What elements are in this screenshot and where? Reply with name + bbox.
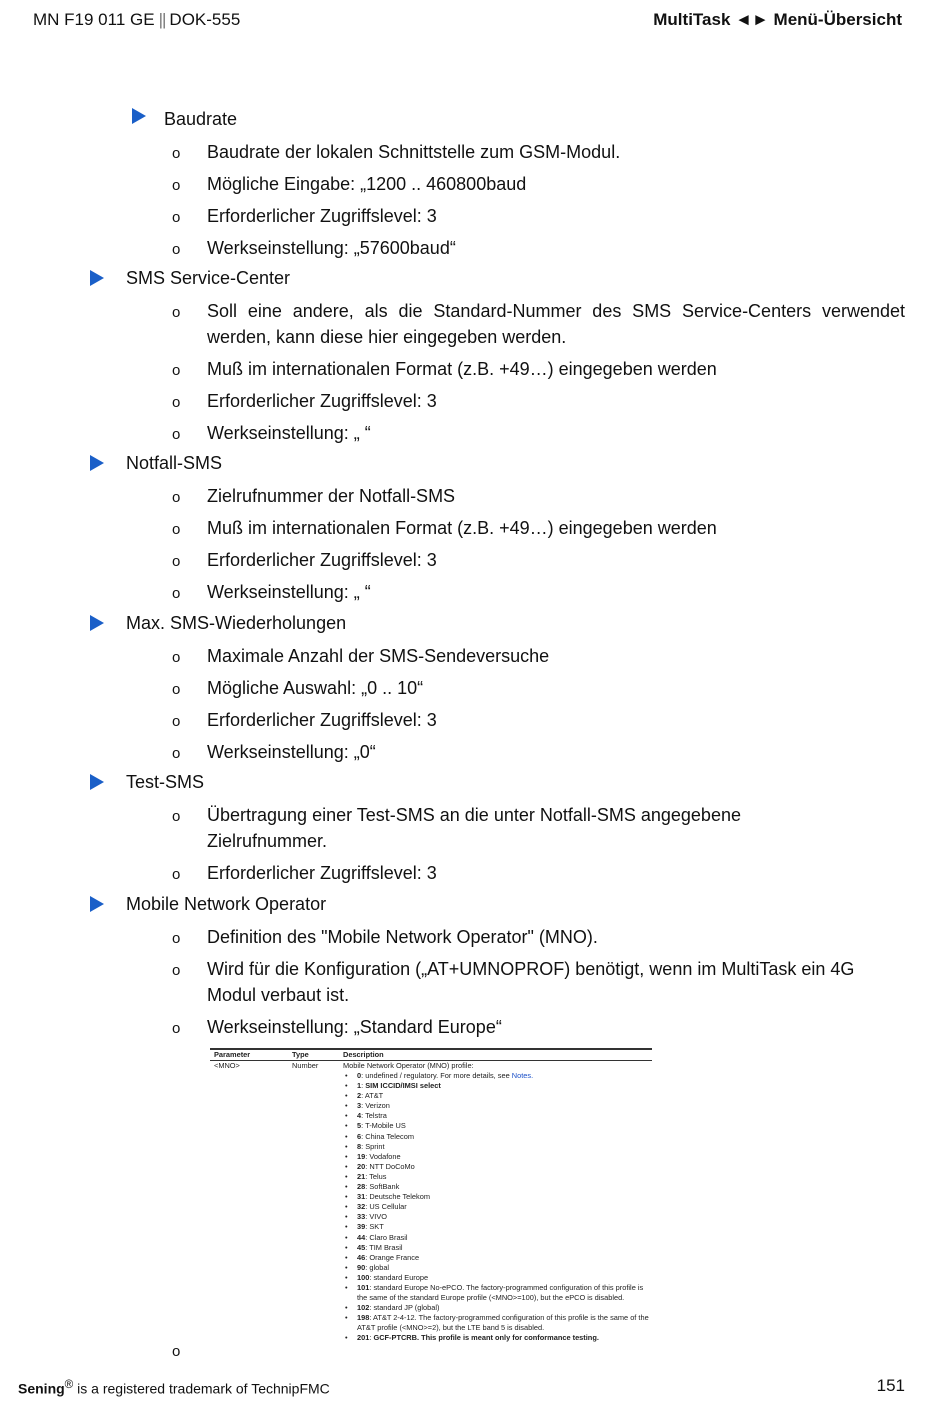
mno-profile-entry: • 3: Verizon [343,1101,651,1111]
item-title: Max. SMS-Wiederholungen [126,613,347,633]
mno-profile-text: Verizon [365,1101,390,1111]
circle-bullet-icon: o [172,745,181,762]
circle-bullet-icon: o [172,553,181,570]
footer-trademark [18,1378,330,1397]
doc-code: MN F19 011 GE [33,10,155,29]
nav-arrows-icon: ◄► [735,10,769,29]
circle-bullet-icon: o [172,304,181,321]
mno-profile-value: 6 [357,1131,362,1141]
circle-bullet-icon: o [172,866,181,883]
mno-profile-text: global [369,1262,390,1272]
item-line: Muß im internationalen Format (z.B. +49…) eingegeben werden [207,518,717,538]
section-name: Menü-Übersicht [773,10,902,29]
mno-profile-entry: • 21: Telus [343,1172,651,1182]
item-line: Muß im internationalen Format (z.B. +49…) eingegeben werden [207,359,717,379]
notes-link[interactable]: Notes. [511,1071,534,1080]
item-line: Erforderlicher Zugriffslevel: 3 [207,863,437,883]
mno-profile-value: 39 [357,1222,366,1232]
circle-bullet-icon: o [172,585,181,602]
mno-profile-entry: • 201: GCF-PTCRB. This profile is meant only for conformance testing. [343,1333,651,1343]
mno-profile-value: 33 [357,1212,366,1222]
circle-bullet-icon: o [172,241,181,258]
mno-profile-text: NTT DoCoMo [369,1161,415,1171]
table-header-type: Type [292,1050,309,1059]
mno-profile-text: Deutsche Telekom [369,1192,431,1202]
mno-profile-value: 19 [357,1151,366,1161]
mno-profile-entry: • 0: undefined / regulatory. For more details, see Notes. [343,1071,651,1081]
item-title: Mobile Network Operator [126,894,327,914]
mno-profile-value: 20 [357,1161,366,1171]
mno-profile-text: Telus [369,1171,387,1181]
triangle-bullet-icon [90,774,104,790]
header-document-code [33,10,240,30]
mno-profile-text: AT&T [364,1091,384,1101]
mno-profile-entry: • 101: standard Europe No-ePCO. The factory-programmed configuration of this profile is the same of the standard Europe profile (<MNO>=100), but the ePCO is disabled. [343,1283,651,1303]
mno-profile-text: SIM ICCID/IMSI select [365,1081,441,1091]
mno-profile-text: GCF-PTCRB. This profile is meant only for conformance testing. [373,1333,599,1343]
item-line: Werkseinstellung: „ “ [207,423,371,443]
mno-profile-entry: • 45: TIM Brasil [343,1243,651,1253]
mno-profile-value: 0 [357,1071,362,1080]
circle-bullet-icon: o [172,521,181,538]
triangle-bullet-icon [90,896,104,912]
mno-profile-entry: • 102: standard JP (global) [343,1303,651,1313]
mno-profile-entry: • 90: global [343,1263,651,1273]
item-line: Wird für die Konfiguration („AT+UMNOPROF) benötigt, wenn im MultiTask ein 4G Modul verbaut ist. [207,959,855,1005]
mno-profile-entry: • 28: SoftBank [343,1182,651,1192]
mno-profile-entry: • 5: T-Mobile US [343,1121,651,1131]
table-header-parameter: Parameter [214,1050,251,1059]
item-line: Werkseinstellung: „0“ [207,742,376,762]
mno-profile-value: 198 [357,1313,370,1323]
mno-profile-entry: • 39: SKT [343,1222,651,1232]
circle-bullet-icon: o [172,362,181,379]
mno-profile-text: standard Europe [373,1272,429,1282]
header-section-title [653,10,902,30]
item-line: Definition des "Mobile Network Operator" (MNO). [207,927,598,947]
mno-profile-text: TIM Brasil [369,1242,403,1252]
circle-bullet-icon: o [172,394,181,411]
item-line: Übertragung einer Test-SMS an die unter Notfall-SMS angegebene Zielrufnummer. [207,805,741,851]
mno-profile-value: 102 [357,1303,370,1313]
circle-bullet-icon: o [172,426,181,443]
mno-profile-text: undefined / regulatory. For more details, see [365,1071,510,1080]
mno-profile-text: standard Europe No-ePCO. The factory-programmed configuration of this profile is the same of the standard Europe profile (<MNO>=100), but the ePCO is disabled. [357,1282,644,1303]
triangle-bullet-icon [90,455,104,471]
mno-profile-value: 21 [357,1171,366,1181]
item-title: Baudrate [164,109,238,129]
circle-bullet-icon: o [172,209,181,226]
mno-profile-text: China Telecom [365,1131,414,1141]
mno-profile-text: US Cellular [369,1202,407,1212]
mno-profile-value: 28 [357,1182,366,1192]
table-param-cell: <MNO> [214,1061,240,1070]
mno-profile-text: standard JP (global) [373,1303,440,1313]
product-name: MultiTask [653,10,731,29]
mno-profile-value: 101 [357,1282,370,1292]
circle-bullet-icon: o [172,489,181,506]
doc-number: DOK-555 [169,10,241,29]
mno-profile-entry: • 20: NTT DoCoMo [343,1162,651,1172]
mno-profile-value: 3 [357,1101,362,1111]
mno-profile-entry: • 100: standard Europe [343,1273,651,1283]
item-line: Baudrate der lokalen Schnittstelle zum GSM-Modul. [207,142,621,162]
mno-profile-entry: • 19: Vodafone [343,1152,651,1162]
mno-profile-value: 201 [357,1333,370,1343]
item-line: Erforderlicher Zugriffslevel: 3 [207,710,437,730]
mno-profile-entry: • 8: Sprint [343,1142,651,1152]
mno-profile-value: 100 [357,1272,370,1282]
mno-profile-text: SoftBank [369,1182,400,1192]
item-line: Erforderlicher Zugriffslevel: 3 [207,391,437,411]
item-line: Mögliche Auswahl: „0 .. 10“ [207,678,424,698]
item-title: SMS Service-Center [126,268,291,288]
mno-profile-value: 31 [357,1192,366,1202]
mno-profile-entry: • 2: AT&T [343,1091,651,1101]
mno-profile-value: 8 [357,1141,362,1151]
mno-profile-table [210,1047,652,1359]
mno-profile-value: 4 [357,1111,362,1121]
mno-profile-value: 32 [357,1202,366,1212]
circle-bullet-icon: o [172,681,181,698]
item-line: Erforderlicher Zugriffslevel: 3 [207,206,437,226]
mno-profile-text: Sprint [365,1141,385,1151]
triangle-bullet-icon [90,270,104,286]
mno-profile-entry: • 31: Deutsche Telekom [343,1192,651,1202]
brand-name: Sening [18,1380,65,1397]
mno-profile-text: Claro Brasil [369,1232,408,1242]
mno-profile-entry: • 198: AT&T 2-4-12. The factory-programmed configuration of this profile is the same of the AT&T profile (<MNO>=2), but the LTE band 5 is disabled. [343,1313,651,1333]
table-description-cell: Mobile Network Operator (MNO) profile: [343,1061,474,1070]
mno-profile-text: T-Mobile US [365,1121,406,1131]
mno-profile-text: VIVO [369,1212,388,1222]
circle-bullet-icon: o [172,808,181,825]
mno-profile-text: SKT [369,1222,384,1232]
mno-profile-value: 5 [357,1121,362,1131]
item-line: Werkseinstellung: „57600baud“ [207,238,456,258]
mno-profile-entry: • 32: US Cellular [343,1202,651,1212]
mno-profile-value: 44 [357,1232,366,1242]
triangle-bullet-icon [132,108,146,124]
trademark-text: is a registered trademark of TechnipFMC [73,1380,330,1397]
item-line: Zielrufnummer der Notfall-SMS [207,486,456,506]
item-line: Maximale Anzahl der SMS-Sendeversuche [207,646,550,666]
circle-bullet-icon: o [172,177,181,194]
mno-profile-entry: • 46: Orange France [343,1253,651,1263]
item-line: Werkseinstellung: „Standard Europe“ [207,1017,502,1037]
item-line: Erforderlicher Zugriffslevel: 3 [207,550,437,570]
mno-profile-entry: • 1: SIM ICCID/IMSI select [343,1081,651,1091]
mno-profile-list [343,1071,651,1344]
item-title: Test-SMS [126,772,205,792]
mno-profile-value: 2 [357,1091,362,1101]
circle-bullet-icon: o [172,649,181,666]
triangle-bullet-icon [90,615,104,631]
circle-bullet-icon: o [172,1020,181,1037]
item-line: Soll eine andere, als die Standard-Nummer des SMS Service-Centers verwendet werden, kann diese hier eingegeben werden. [207,301,905,347]
circle-bullet-icon: o [172,713,181,730]
header-divider: || [158,10,166,29]
item-line: Mögliche Eingabe: „1200 .. 460800baud [207,174,527,194]
mno-profile-text: Vodafone [369,1151,401,1161]
table-header-description: Description [343,1050,384,1059]
circle-bullet-icon: o [172,145,181,162]
item-title: Notfall-SMS [126,453,223,473]
mno-profile-text: Telstra [365,1111,387,1121]
mno-profile-text: Orange France [369,1252,420,1262]
mno-profile-value: 46 [357,1252,366,1262]
registered-mark: ® [64,1378,74,1391]
circle-bullet-icon: o [172,962,181,979]
item-line: Werkseinstellung: „ “ [207,582,371,602]
mno-profile-value: 45 [357,1242,366,1252]
table-type-cell: Number [292,1061,319,1070]
mno-profile-entry: • 6: China Telecom [343,1132,651,1142]
mno-profile-value: 90 [357,1262,366,1272]
circle-bullet-icon: o [172,930,181,947]
mno-profile-entry: • 4: Telstra [343,1111,651,1121]
page-number: 151 [876,1376,905,1395]
mno-profile-entry: • 44: Claro Brasil [343,1233,651,1243]
mno-profile-entry: • 33: VIVO [343,1212,651,1222]
table-top-rule [210,1048,652,1050]
circle-bullet-icon: o [172,1343,181,1360]
mno-profile-value: 1 [357,1081,362,1091]
mno-profile-text: AT&T 2-4-12. The factory-programmed configuration of this profile is the same of the AT&T profile (<MNO>=2), but the LTE band 5 is disabled. [357,1313,649,1333]
